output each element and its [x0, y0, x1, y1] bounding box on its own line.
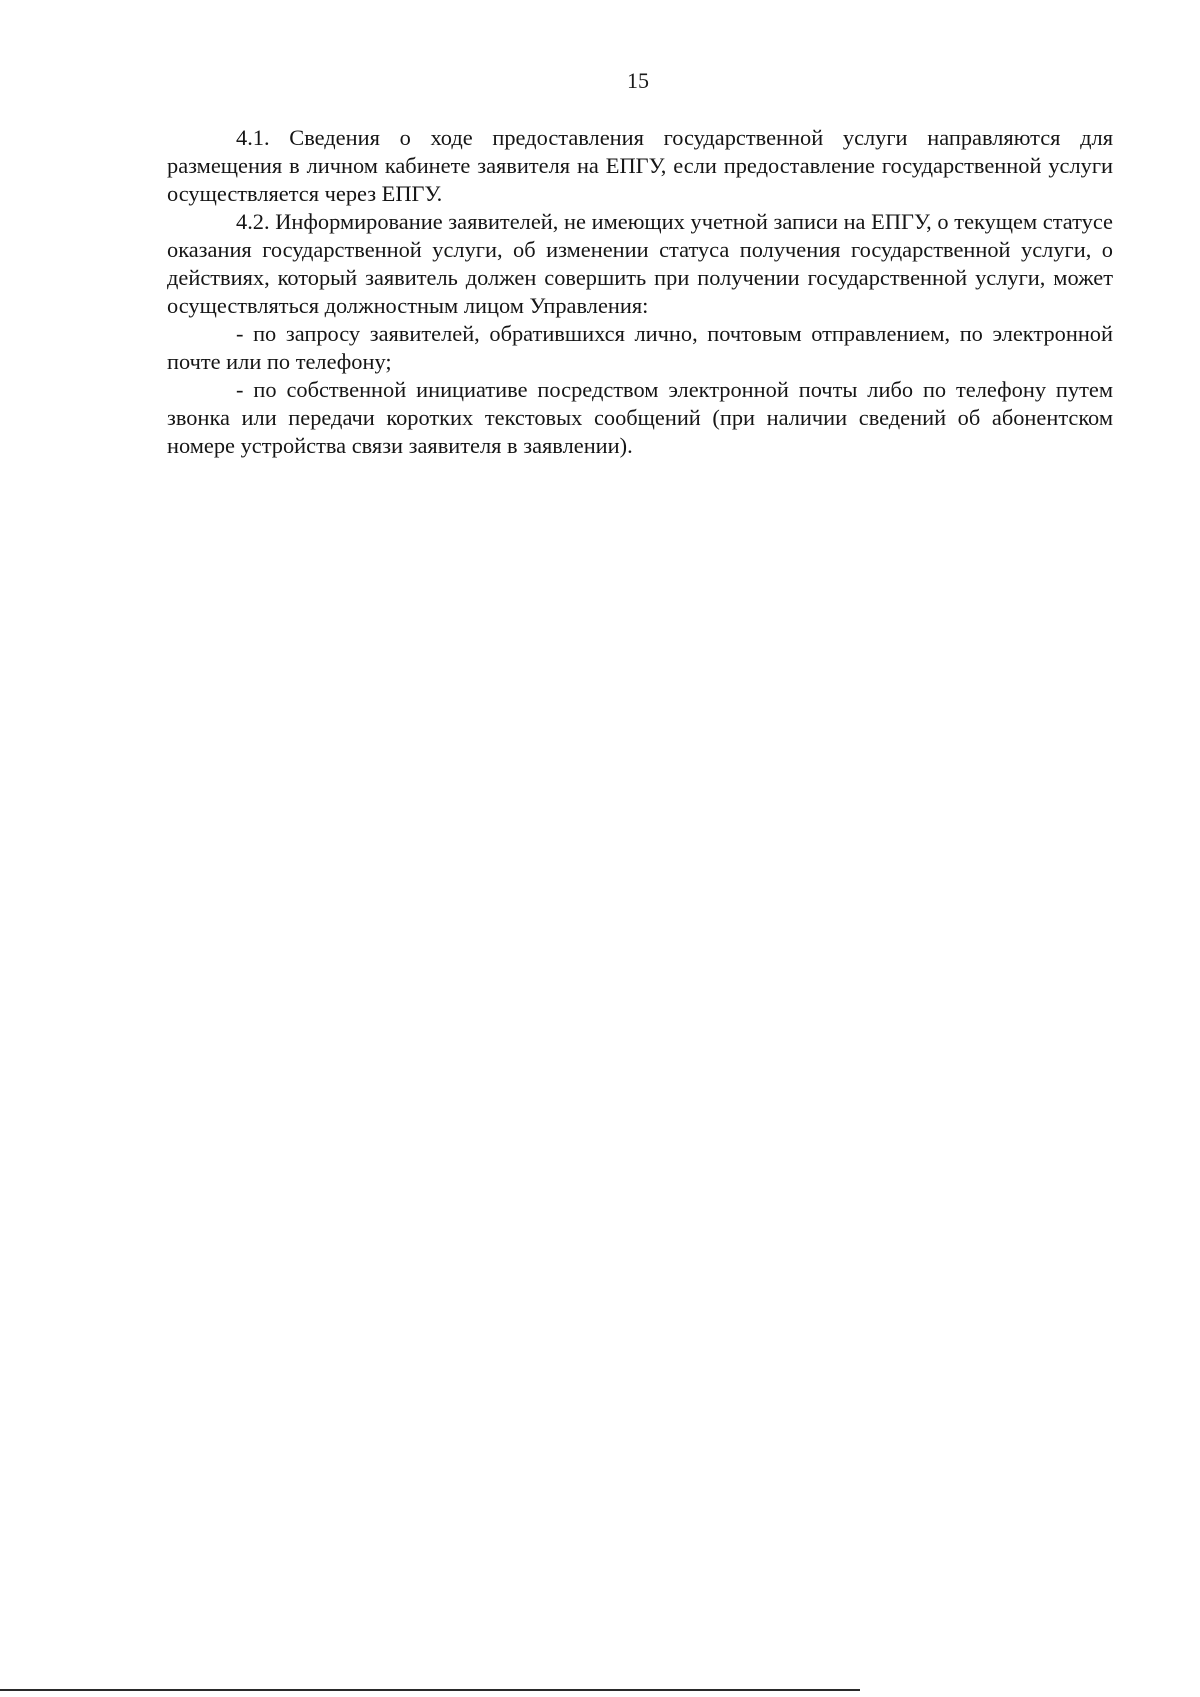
document-body — [167, 124, 1113, 460]
page-number: 15 — [627, 68, 649, 93]
bottom-edge-line — [0, 1689, 860, 1691]
list-item-initiative: - по собственной инициативе посредством электронной почты либо по телефону путем звонка или передачи коротких текстовых сообщений (при наличии сведений об абонентском номере устройства связи заявителя в заявлении). — [167, 377, 1113, 458]
paragraph-4-2: 4.2. Информирование заявителей, не имеющих учетной записи на ЕПГУ, о текущем статусе оказания государственной услуги, об изменении статуса получения государственной услуги, о действиях, который заявитель должен совершить при получении государственной услуги, может осуществляться должностным лицом Управления: — [167, 209, 1113, 318]
paragraph-4-1: 4.1. Сведения о ходе предоставления государственной услуги направляются для размещения в личном кабинете заявителя на ЕПГУ, если предоставление государственной услуги осуществляется через ЕПГУ. — [167, 125, 1113, 206]
list-item-request: - по запросу заявителей, обратившихся лично, почтовым отправлением, по электронной почте или по телефону; — [167, 321, 1113, 374]
